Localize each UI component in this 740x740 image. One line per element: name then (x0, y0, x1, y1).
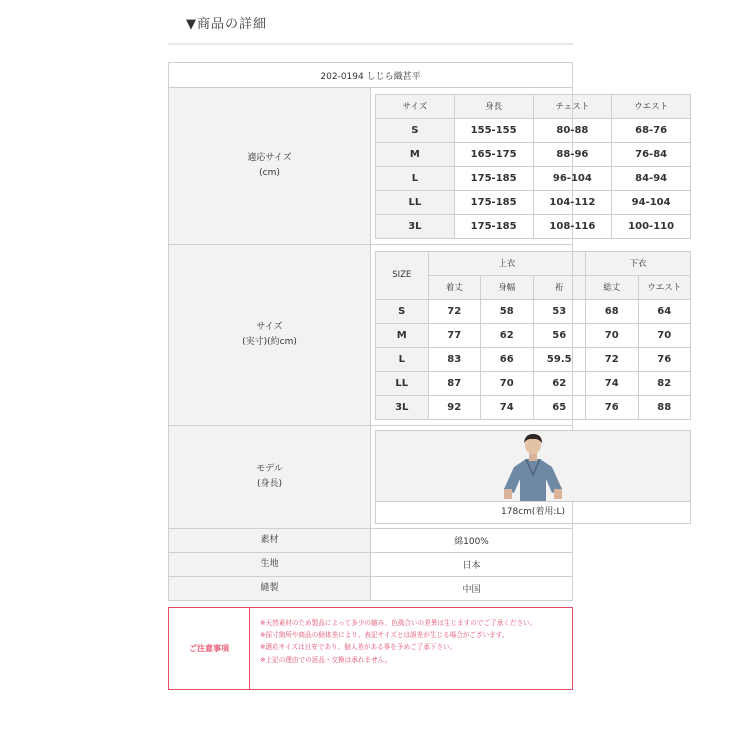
fabric-label: 生地 (169, 553, 371, 577)
model-cell (371, 426, 573, 529)
actual-size-name: 3L (376, 395, 429, 419)
table-cell: 104-112 (533, 190, 612, 214)
table-cell: 88 (638, 395, 691, 419)
fit-header-chest: チェスト (533, 94, 612, 118)
actual-sub-sleeve: 裄 (533, 275, 586, 299)
fit-header-size: サイズ (376, 94, 455, 118)
actual-size-table (375, 251, 691, 420)
table-cell: 74 (586, 371, 639, 395)
fit-size-cell-name: S (376, 118, 455, 142)
actual-size-name: L (376, 347, 429, 371)
table-cell: 70 (638, 323, 691, 347)
fit-size-cell-name: M (376, 142, 455, 166)
table-cell: 64 (638, 299, 691, 323)
caution-line: ※天然素材のため製品によって多少の縮み、色風合いの差異は生じますのでご了承ください。 (260, 619, 537, 627)
table-cell: 62 (533, 371, 586, 395)
table-cell: 74 (481, 395, 534, 419)
table-cell: 65 (533, 395, 586, 419)
table-cell: 175-185 (454, 166, 533, 190)
actual-size-label: サイズ (実寸)(約cm) (169, 245, 371, 426)
table-cell: 175-185 (454, 214, 533, 238)
table-cell: 82 (638, 371, 691, 395)
table-cell: 108-116 (533, 214, 612, 238)
fit-size-cell-name: L (376, 166, 455, 190)
table-cell: 94-104 (612, 190, 691, 214)
table-cell: 84-94 (612, 166, 691, 190)
table-cell: 70 (481, 371, 534, 395)
table-row (376, 118, 691, 142)
actual-header-size: SIZE (376, 251, 429, 299)
caution-line: ※適応サイズは目安であり、個人差がある事を予めご了承下さい。 (260, 643, 457, 652)
table-cell: 56 (533, 323, 586, 347)
table-cell: 83 (428, 347, 481, 371)
actual-header-top: 上衣 (428, 251, 586, 275)
actual-size-name: LL (376, 371, 429, 395)
table-cell: 76 (586, 395, 639, 419)
table-cell: 165-175 (454, 142, 533, 166)
actual-header-bottom: 下衣 (586, 251, 691, 275)
actual-size-name: S (376, 299, 429, 323)
actual-sub-waist: ウエスト (638, 275, 691, 299)
actual-sub-width: 身幅 (481, 275, 534, 299)
table-cell: 76-84 (612, 142, 691, 166)
table-cell: 58 (481, 299, 534, 323)
table-row (376, 323, 691, 347)
table-row (376, 190, 691, 214)
model-caption: 178cm(着用:L) (376, 501, 690, 523)
caution-label: ご注意事項 (169, 608, 250, 689)
section-heading: ▼商品の詳細 (186, 17, 267, 32)
table-cell: 175-185 (454, 190, 533, 214)
model-label: モデル (身長) (169, 426, 371, 529)
jinbei-shape (504, 459, 562, 501)
caution-line: ※上記の理由での返品・交換は承れません。 (260, 655, 392, 664)
actual-size-name: M (376, 323, 429, 347)
product-detail-table (168, 62, 682, 601)
model-box (375, 430, 691, 524)
fit-header-height: 身長 (454, 94, 533, 118)
table-row (376, 166, 691, 190)
table-cell: 70 (586, 323, 639, 347)
table-cell: 76 (638, 347, 691, 371)
table-cell: 66 (481, 347, 534, 371)
table-cell: 68 (586, 299, 639, 323)
actual-sub-length: 着丈 (428, 275, 481, 299)
table-row (376, 142, 691, 166)
fit-size-label: 適応サイズ (cm) (169, 88, 371, 245)
product-title: 202-0194 しじら織甚平 (169, 63, 573, 88)
table-cell: 96-104 (533, 166, 612, 190)
model-photo (376, 431, 690, 501)
fit-header-waist: ウエスト (612, 94, 691, 118)
table-cell: 155-155 (454, 118, 533, 142)
table-cell: 72 (586, 347, 639, 371)
table-cell: 62 (481, 323, 534, 347)
table-cell: 68-76 (612, 118, 691, 142)
caution-list (250, 608, 546, 689)
fit-size-cell-name: LL (376, 190, 455, 214)
table-cell: 59.5 (533, 347, 586, 371)
material-label: 素材 (169, 529, 371, 553)
fit-size-table (375, 94, 691, 239)
material-value: 綿100% (371, 529, 573, 553)
table-cell: 92 (428, 395, 481, 419)
model-left-arm (504, 489, 512, 499)
model-figure-image (376, 431, 690, 501)
table-cell: 77 (428, 323, 481, 347)
table-cell: 53 (533, 299, 586, 323)
fit-size-cell-name: 3L (376, 214, 455, 238)
model-right-arm (554, 489, 562, 499)
caution-line: ※採寸箇所や商品の個体差により、表記サイズとは誤差が生じる場合がございます。 (260, 631, 509, 640)
table-row (376, 395, 691, 419)
table-row (376, 371, 691, 395)
actual-size-cell (371, 245, 682, 426)
table-cell: 88-96 (533, 142, 612, 166)
caution-box (168, 607, 573, 690)
heading-divider (168, 43, 573, 45)
table-cell: 100-110 (612, 214, 691, 238)
table-cell: 87 (428, 371, 481, 395)
table-cell: 80-88 (533, 118, 612, 142)
sewing-label: 縫製 (169, 577, 371, 601)
fabric-value: 日本 (371, 553, 573, 577)
table-row (376, 214, 691, 238)
table-row (376, 299, 691, 323)
actual-sub-total-length: 総丈 (586, 275, 639, 299)
table-cell: 72 (428, 299, 481, 323)
fit-size-cell (371, 88, 675, 245)
table-row (376, 347, 691, 371)
sewing-value: 中国 (371, 577, 573, 601)
